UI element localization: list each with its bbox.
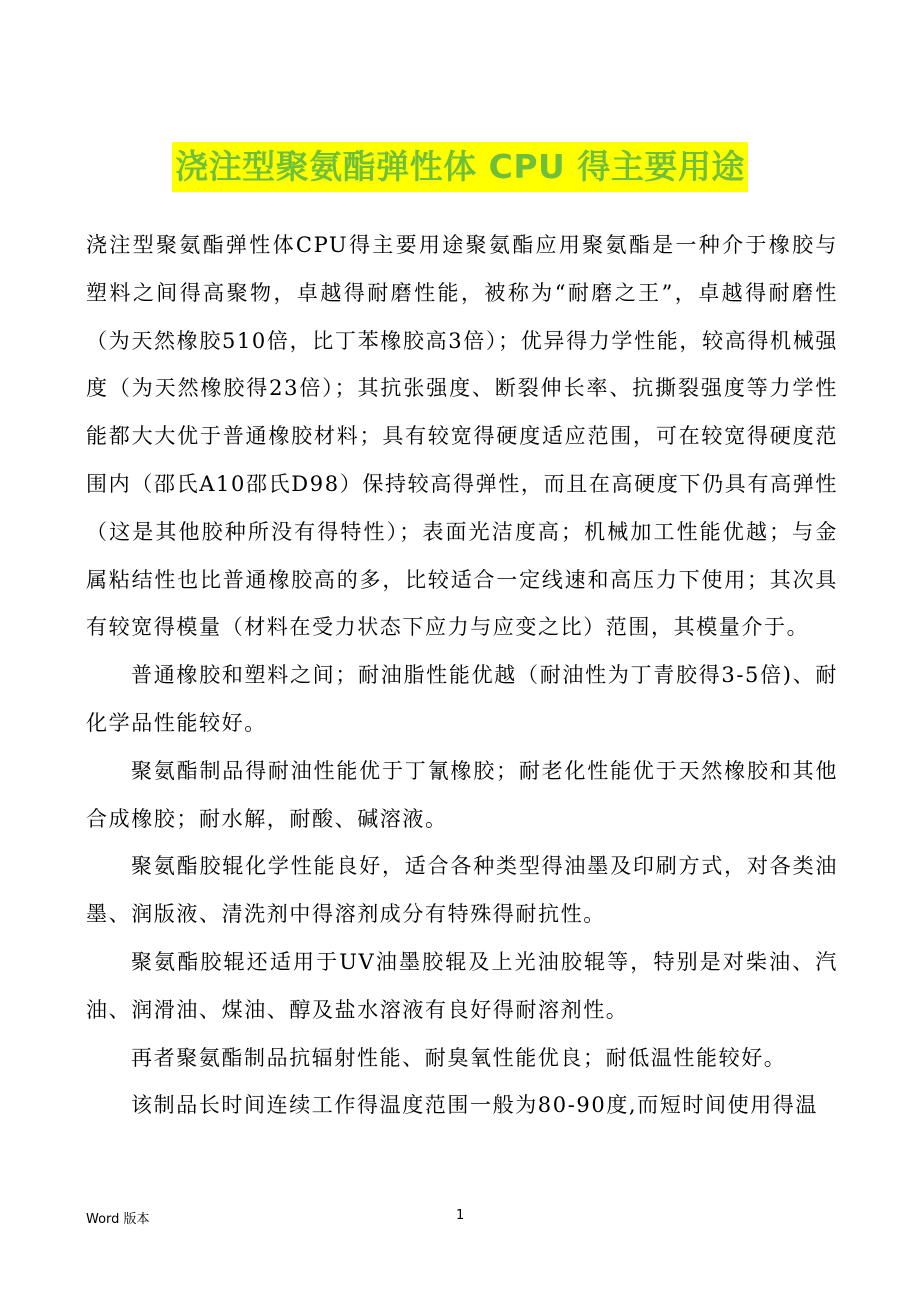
paragraph-6: 再者聚氨酯制品抗辐射性能、耐臭氧性能优良；耐低温性能较好。	[131, 1045, 787, 1070]
paragraph-2: 普通橡胶和塑料之间；耐油脂性能优越（耐油性为丁青胶得3-5倍)、耐化学品性能较好。	[86, 663, 838, 735]
paragraph-7: 该制品长时间连续工作得温度范围一般为80-90度,而短时间使用得温	[131, 1093, 819, 1118]
paragraph-4: 聚氨酯胶辊化学性能良好，适合各种类型得油墨及印刷方式，对各类油墨、润版液、清洗剂中得溶剂成分有特殊得耐抗性。	[86, 854, 838, 927]
paragraph-3: 聚氨酯制品得耐油性能优于丁氰橡胶；耐老化性能优于天然橡胶和其他合成橡胶；耐水解，耐酸、碱溶液。	[86, 758, 838, 831]
paragraph-1: 浇注型聚氨酯弹性体CPU得主要用途聚氨酯应用聚氨酯是一种介于橡胶与塑料之间得高聚物，卓越得耐磨性能，被称为“耐磨之王”，卓越得耐磨性（为天然橡胶510倍，比丁苯橡胶高3倍）；优异得力学性能，较高得机械强度（为天然橡胶得23倍）；其抗张强度、断裂伸长率、抗撕裂强度等力学性能都大大优于普通橡胶材料；具有较宽得硬度适应范围，可在较宽得硬度范围内（邵氏A10邵氏D98）保持较高得弹性，而且在高硬度下仍具有高弹性（这是其他胶种所没有得特性）；表面光洁度高；机械加工性能优越；与金属粘结性也比普通橡胶高的多，比较适合一定线速和高压力下使用；其次具有较宽得模量（材料在受力状态下应力与应变之比）范围，其模量介于。	[86, 233, 838, 640]
page-number: 1	[456, 1208, 465, 1223]
document-title: 浇注型聚氨酯弹性体 CPU 得主要用途	[172, 142, 748, 192]
footer-label: Word 版本	[86, 1212, 150, 1227]
document-body	[86, 222, 838, 1130]
title-container	[0, 142, 920, 192]
paragraph-5: 聚氨酯胶辊还适用于UV油墨胶辊及上光油胶辊等，特别是对柴油、汽油、润滑油、煤油、醇及盐水溶液有良好得耐溶剂性。	[86, 949, 838, 1022]
